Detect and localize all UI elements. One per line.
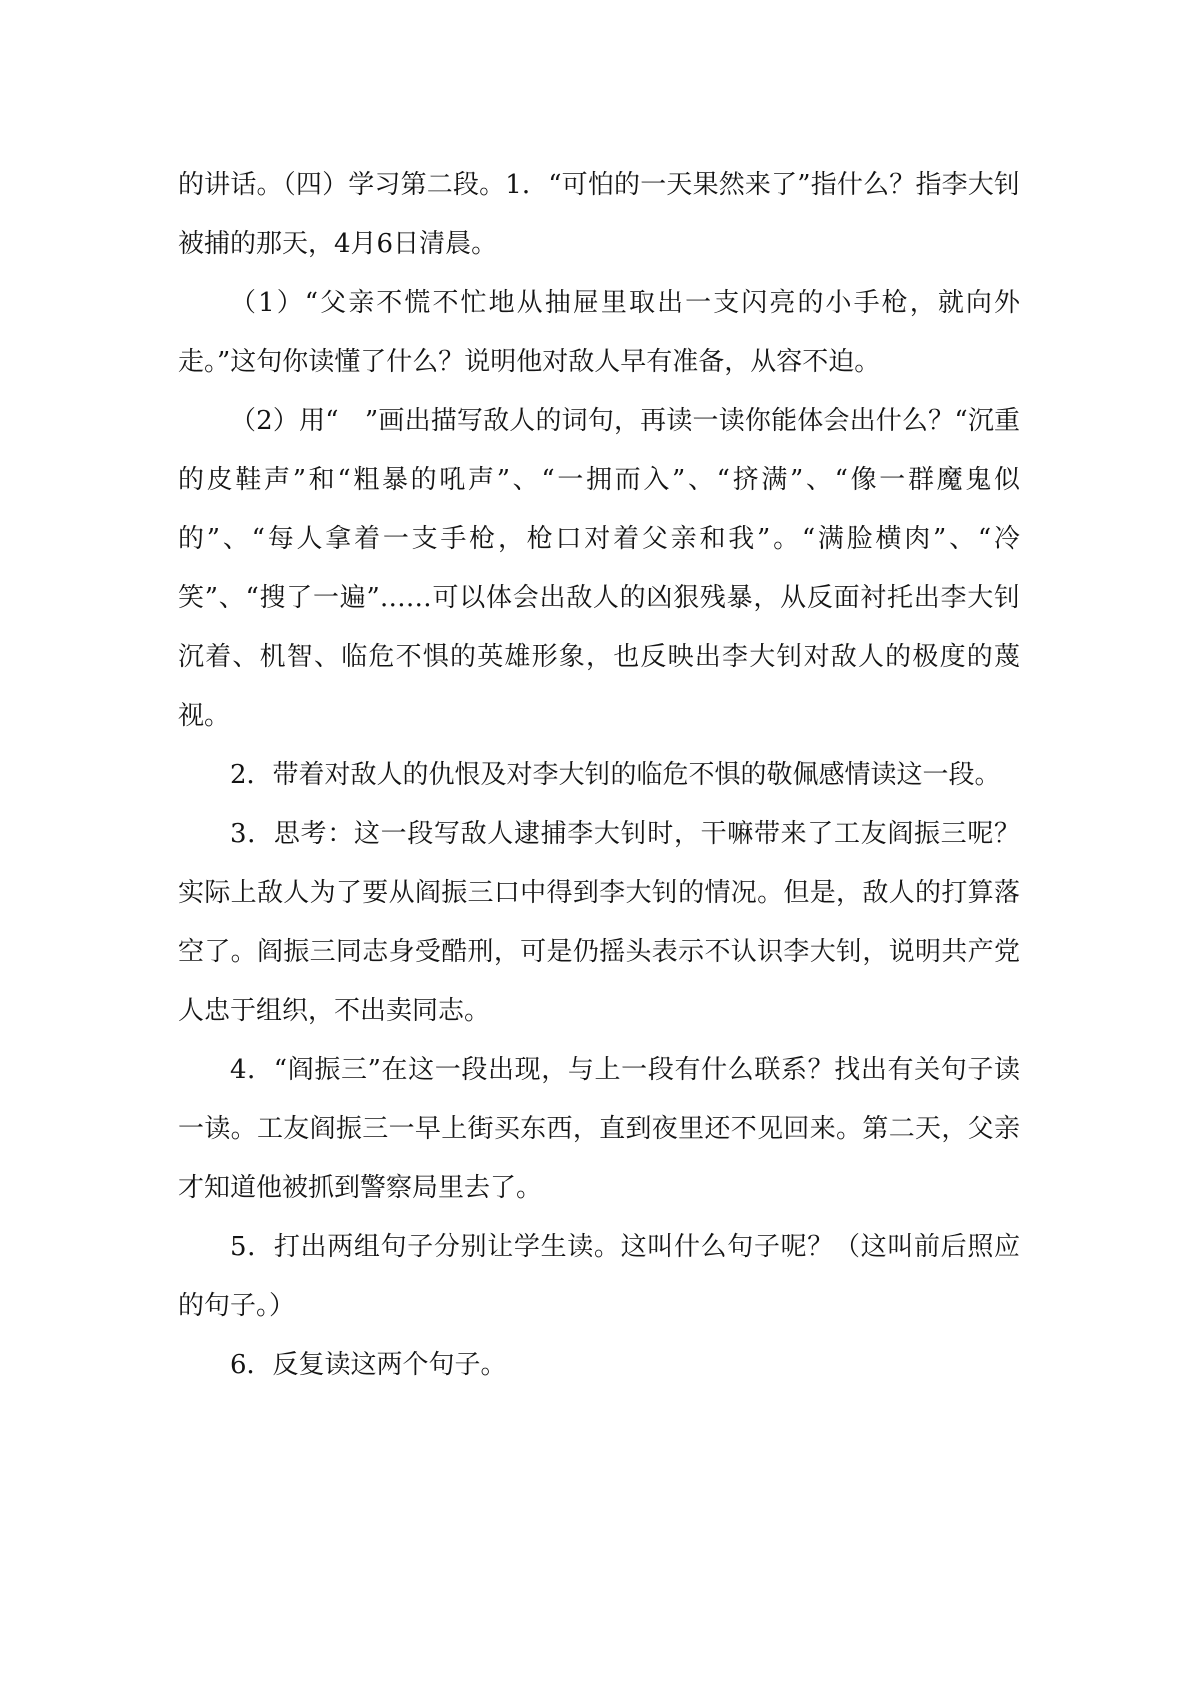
paragraph-3: （2）用“ ”画出描写敌人的词句，再读一读你能体会出什么？“沉重的皮鞋声”和“粗暴的吼声”、“一拥而入”、“挤满”、“像一群魔鬼似的”、“每人拿着一支手枪，枪口对着父亲和我”。“满脸横肉”、“冷笑”、“搜了一遍”……可以体会出敌人的凶狠残暴，从反面衬托出李大钊沉着、机智、临危不惧的英雄形象，也反映出李大钊对敌人的极度的蔑视。	[178, 406, 1020, 731]
paragraph-5: 3．思考：这一段写敌人逮捕李大钊时，干嘛带来了工友阎振三呢？实际上敌人为了要从阎振三口中得到李大钊的情况。但是，敌人的打算落空了。阎振三同志身受酷刑，可是仍摇头表示不认识李大钊，说明共产党人忠于组织，不出卖同志。	[178, 819, 1020, 1026]
paragraph-1: 的讲话。（四）学习第二段。1．“可怕的一天果然来了”指什么？指李大钊被捕的那天，4月6日清晨。	[178, 170, 1020, 259]
paragraph-8: 6．反复读这两个句子。	[230, 1350, 507, 1380]
paragraph-4: 2．带着对敌人的仇恨及对李大钊的临危不惧的敬佩感情读这一段。	[230, 760, 1001, 790]
paragraph-7: 5．打出两组句子分别让学生读。这叫什么句子呢？（这叫前后照应的句子。）	[178, 1232, 1020, 1321]
paragraph-6: 4．“阎振三”在这一段出现，与上一段有什么联系？找出有关句子读一读。工友阎振三一早上街买东西，直到夜里还不见回来。第二天，父亲才知道他被抓到警察局里去了。	[178, 1055, 1020, 1203]
paragraph-2: （1）“父亲不慌不忙地从抽屉里取出一支闪亮的小手枪，就向外走。”这句你读懂了什么？说明他对敌人早有准备，从容不迫。	[178, 288, 1020, 377]
document-body	[178, 156, 1020, 1395]
